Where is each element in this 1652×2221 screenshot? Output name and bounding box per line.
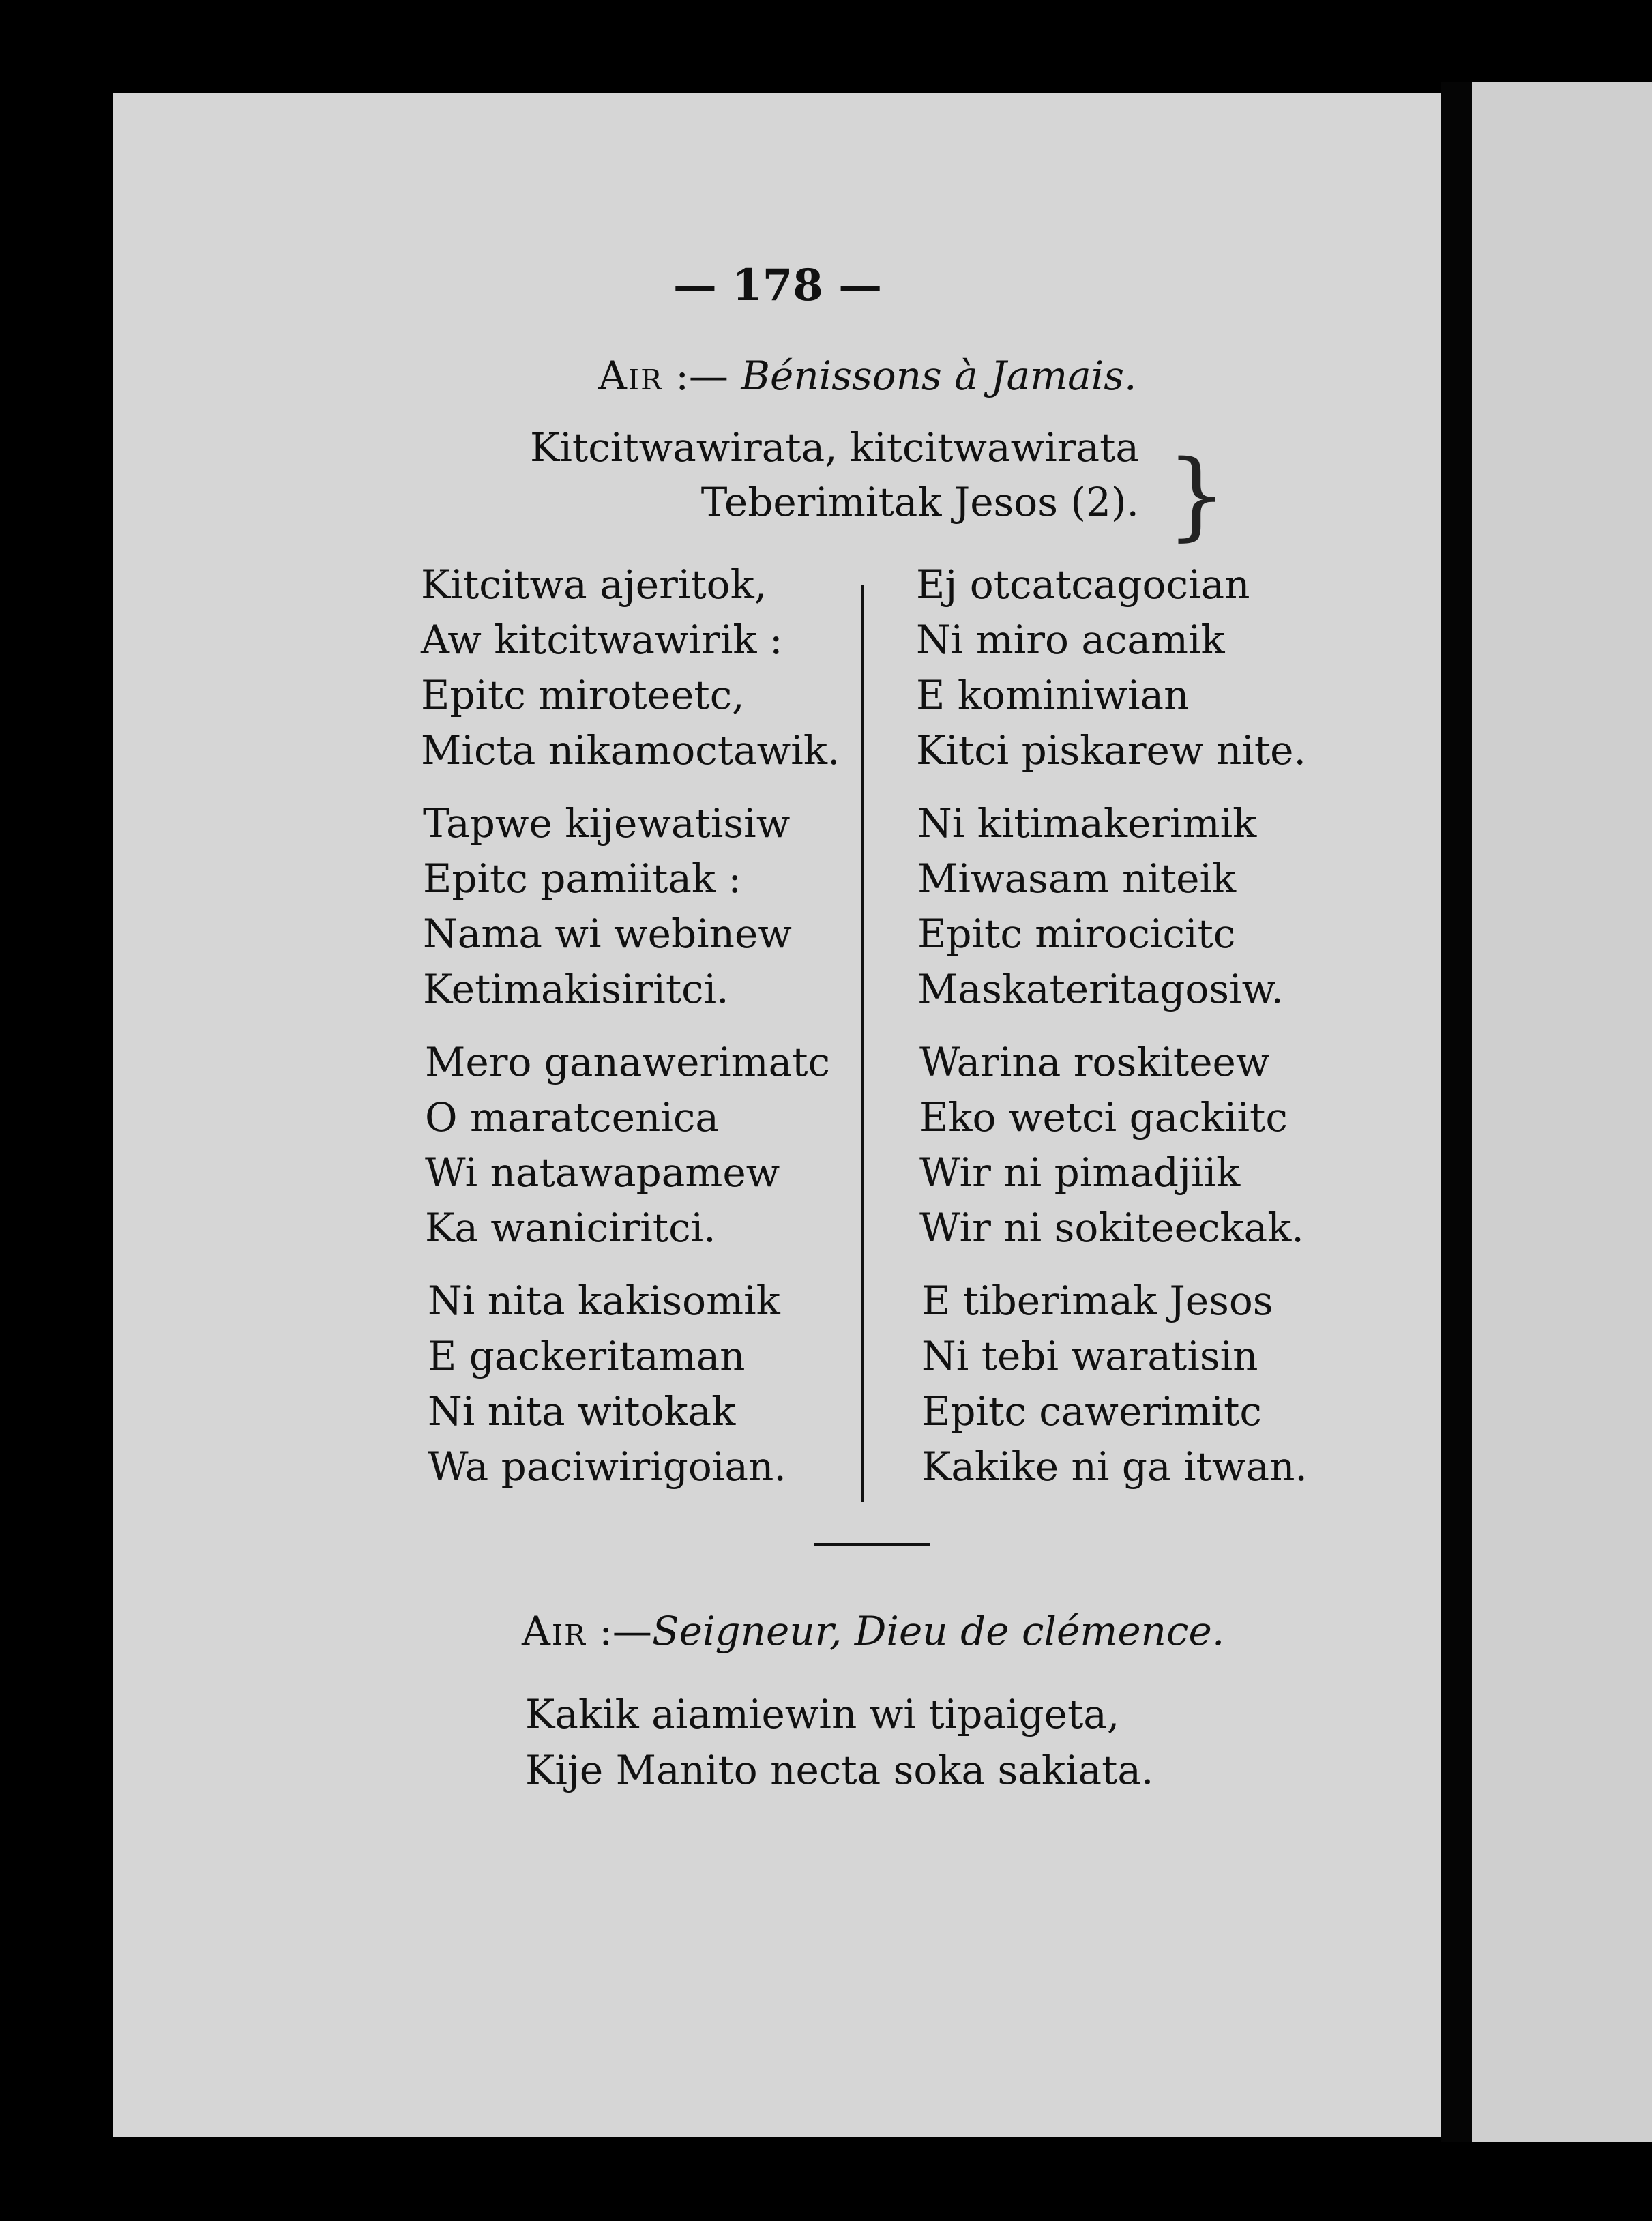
song1-refrain-line-2: Teberimitak Jesos (2). bbox=[700, 479, 1139, 525]
verse-line: Ketimakisiritci. bbox=[423, 966, 729, 1012]
verse-line: Ni nita witokak bbox=[428, 1388, 736, 1435]
verse-line: Aw kitcitwawirik : bbox=[421, 617, 783, 663]
song1-air-line bbox=[598, 353, 1137, 399]
song2-air-line bbox=[522, 1608, 1225, 1654]
song1-air-label: Air bbox=[598, 353, 663, 399]
verse-line: Ni kitimakerimik bbox=[917, 800, 1257, 847]
right-stanza-3 bbox=[919, 1035, 1304, 1256]
verse-line: Epitc pamiitak : bbox=[423, 855, 742, 902]
verse-line: Kitci piskarew nite. bbox=[916, 727, 1306, 774]
verse-line: Wir ni pimadjiik bbox=[919, 1149, 1241, 1196]
verse-line: E kominiwian bbox=[916, 672, 1190, 718]
verse-line: Ka waniciritci. bbox=[425, 1205, 716, 1251]
verse-line: Tapwe kijewatisiw bbox=[423, 800, 791, 847]
verse-line: Ni tebi waratisin bbox=[921, 1333, 1258, 1379]
right-stanza-2 bbox=[917, 796, 1284, 1017]
song1-air-title: Bénissons à Jamais. bbox=[741, 353, 1137, 399]
verse-line: E tiberimak Jesos bbox=[921, 1278, 1273, 1324]
verse-line: E gackeritaman bbox=[428, 1333, 746, 1379]
page-number: — 178 — bbox=[673, 260, 883, 311]
adjacent-page-edge bbox=[1472, 82, 1652, 2142]
verse-line: Micta nikamoctawik. bbox=[421, 727, 840, 774]
left-stanza-4 bbox=[428, 1274, 786, 1495]
verse-line: Kije Manito necta soka sakiata. bbox=[525, 1747, 1154, 1793]
book-gutter-shadow bbox=[1441, 82, 1472, 2142]
left-stanza-2 bbox=[423, 796, 792, 1017]
verse-line: Epitc miroteetc, bbox=[421, 672, 745, 718]
verse-line: Miwasam niteik bbox=[917, 855, 1237, 902]
song2-air-label: Air bbox=[522, 1608, 587, 1654]
verse-line: Wa paciwirigoian. bbox=[428, 1443, 786, 1490]
verse-line: Maskateritagosiw. bbox=[917, 966, 1284, 1012]
book-page bbox=[113, 93, 1443, 2137]
verse-line: Nama wi webinew bbox=[423, 911, 792, 957]
verse-line: Epitc mirocicitc bbox=[917, 911, 1236, 957]
verse-line: Kakike ni ga itwan. bbox=[921, 1443, 1308, 1490]
verse-line: Warina roskiteew bbox=[919, 1039, 1270, 1085]
verse-line: Kitcitwa ajeritok, bbox=[421, 561, 767, 608]
verse-line: Kakik aiamiewin wi tipaigeta, bbox=[525, 1691, 1120, 1737]
verse-line: Wir ni sokiteeckak. bbox=[919, 1205, 1304, 1251]
song2-air-title: Seigneur, Dieu de clémence. bbox=[651, 1608, 1225, 1654]
verse-line: Eko wetci gackiitc bbox=[919, 1094, 1288, 1141]
left-stanza-1 bbox=[421, 557, 840, 778]
song1-refrain-line-1: Kitcitwawirata, kitcitwawirata bbox=[530, 424, 1139, 471]
verse-line: Ni miro acamik bbox=[916, 617, 1225, 663]
verse-line: Wi natawapamew bbox=[425, 1149, 780, 1196]
right-stanza-4 bbox=[921, 1274, 1308, 1495]
column-divider bbox=[861, 585, 864, 1502]
refrain-brace: } bbox=[1166, 440, 1228, 551]
song2-air-separator: :— bbox=[586, 1608, 652, 1654]
song1-air-separator: :— bbox=[662, 353, 741, 399]
verse-line: O maratcenica bbox=[425, 1094, 719, 1141]
left-stanza-3 bbox=[425, 1035, 830, 1256]
verse-line: Epitc cawerimitc bbox=[921, 1388, 1262, 1435]
verse-line: Ni nita kakisomik bbox=[428, 1278, 780, 1324]
verse-line: Ej otcatcagocian bbox=[916, 561, 1250, 608]
right-stanza-1 bbox=[916, 557, 1306, 778]
verse-line: Mero ganawerimatc bbox=[425, 1039, 831, 1085]
song2-verse bbox=[525, 1686, 1153, 1798]
section-separator bbox=[814, 1543, 930, 1546]
